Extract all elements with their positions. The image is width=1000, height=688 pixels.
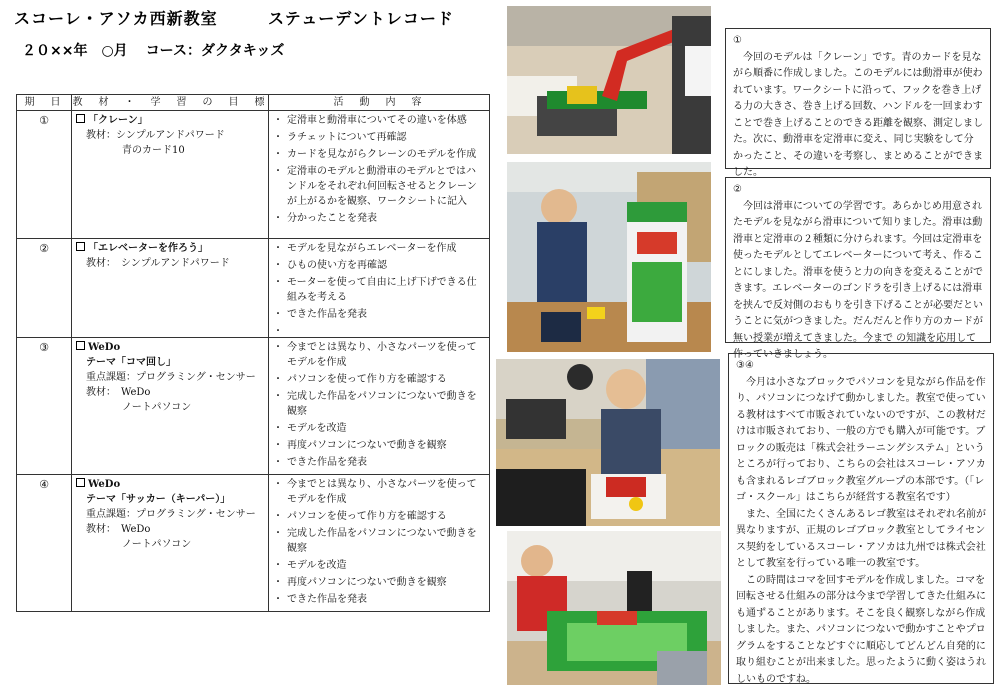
material-line: ノートパソコン <box>76 537 264 552</box>
activity-cell <box>269 475 490 612</box>
table-row <box>17 111 490 239</box>
school-name: スコーレ・アソカ西新教室 <box>14 6 218 29</box>
activity-item: ・ できた作品を発表 <box>273 592 485 607</box>
material-line: 教材： WeDo <box>76 522 264 537</box>
note-session-1 <box>725 28 991 169</box>
material-cell <box>72 111 269 239</box>
photo-wedo-soccer <box>507 531 721 685</box>
session-number: ③ <box>17 338 72 475</box>
material-title: WeDo <box>76 477 264 492</box>
date-course-line <box>22 40 284 60</box>
activity-item: ・ モデルを改造 <box>273 421 485 436</box>
material-line: ノートパソコン <box>76 400 264 415</box>
note-session-3-4 <box>728 353 994 684</box>
note-label: ① <box>733 33 983 50</box>
material-line: テーマ「サッカー（キーパー）」 <box>76 492 264 507</box>
session-number: ② <box>17 239 72 338</box>
report-date: ２０××年 ○月 <box>22 43 128 59</box>
activity-item: ・ 完成した作品をパソコンにつないで動きを観察 <box>273 389 485 419</box>
activity-item: ・ 今までとは異なり、小さなパーツを使ってモデルを作成 <box>273 477 485 507</box>
session-number: ① <box>17 111 72 239</box>
activity-item: ・ モーターを使って自由に上げ下げできる仕組みを考える <box>273 275 485 305</box>
activity-item: ・ ラチェットについて再確認 <box>273 130 485 145</box>
activity-item: ・ 定滑車と動滑車についてその違いを体感 <box>273 113 485 128</box>
photo-crane-model <box>507 6 711 154</box>
activity-item: ・ 完成した作品をパソコンにつないで動きを観察 <box>273 526 485 556</box>
header-material-goal: 教 材 ・ 学 習 の 目 標 <box>72 95 269 111</box>
material-line: 重点課題：プログラミング・センサー <box>76 370 264 385</box>
activity-cell <box>269 111 490 239</box>
note-paragraph: 今回のモデルは「クレーン」です。青のカードを見ながら順番に作成しました。このモデルには動滑車が使われています。ワークシートに沿って、フックを巻き上げる力の大きさ、巻き上げる回数、ハンドルを一回まわすことで巻き上げることのできる距離を観察、測定しました。次に、動滑車を定滑車に変え、同じ実験をして分かったこと、その違いを考察し、まとめることができました。 <box>733 50 983 182</box>
material-cell <box>72 475 269 612</box>
material-line: 教材： シンプルアンドパワード <box>76 256 264 271</box>
table-row <box>17 239 490 338</box>
table-row <box>17 475 490 612</box>
activity-item: ・ 定滑車のモデルと動滑車のモデルとではハンドルをそれぞれ何回転させるとクレーンが上がるかを観察、ワークシートに記入 <box>273 164 485 209</box>
note-paragraph: この時間はコマを回すモデルを作成しました。コマを回転させる仕組みの部分は今まで学習してきた仕組みにも通ずることがあります。そこを良く観察しながら作成しました。また、パソコンにつないで動かすことやプログラムをすることなどすぐに順応してどんどん自発的に取り組むことが出来ました。思ったように動く姿はうれしいものですね。 <box>736 573 986 688</box>
note-session-2 <box>725 177 991 343</box>
material-title: WeDo <box>76 340 264 355</box>
session-number: ④ <box>17 475 72 612</box>
photo-elevator-boy <box>507 162 711 352</box>
note-paragraph: また、全国にたくさんあるレゴ教室はそれぞれ名前が異なりますが、正規のレゴブロック教室としてライセンス契約をしているスコーレ・アソカは九州では株式会社として教室を行っている唯一の教室です。 <box>736 507 986 573</box>
note-label: ③④ <box>736 358 986 375</box>
header-date: 期 日 <box>17 95 72 111</box>
checkbox-icon <box>76 242 85 251</box>
material-title: 「エレベーターを作ろう」 <box>76 241 264 256</box>
schedule-table <box>16 94 490 612</box>
report-title: ステューデントレコード <box>268 6 454 29</box>
header-activity: 活 動 内 容 <box>269 95 490 111</box>
material-cell <box>72 338 269 475</box>
activity-item: ・ モデルを改造 <box>273 558 485 573</box>
material-line: テーマ「コマ回し」 <box>76 355 264 370</box>
activity-cell <box>269 338 490 475</box>
activity-item: ・ ひもの使い方を再確認 <box>273 258 485 273</box>
activity-item: ・ パソコンを使って作り方を確認する <box>273 509 485 524</box>
note-label: ② <box>733 182 983 199</box>
photo-wedo-laptop <box>496 359 720 526</box>
material-line: 青のカード10 <box>76 143 264 158</box>
activity-item: ・ できた作品を発表 <box>273 307 485 322</box>
activity-item: ・ できた作品を発表 <box>273 455 485 470</box>
course-name: コース：ダクタキッズ <box>146 43 285 59</box>
activity-item: ・ カードを見ながらクレーンのモデルを作成 <box>273 147 485 162</box>
activity-item: ・ 分かったことを発表 <box>273 211 485 226</box>
table-header-row <box>17 95 490 111</box>
checkbox-icon <box>76 478 85 487</box>
material-line: 重点課題：プログラミング・センサー <box>76 507 264 522</box>
activity-item: ・ モデルを見ながらエレベーターを作成 <box>273 241 485 256</box>
activity-item: ・ 今までとは異なり、小さなパーツを使ってモデルを作成 <box>273 340 485 370</box>
material-line: 教材：シンプルアンドパワード <box>76 128 264 143</box>
material-line: 教材： WeDo <box>76 385 264 400</box>
note-paragraph: 今月は小さなブロックでパソコンを見ながら作品を作り、パソコンにつなげて動かしました。教室で使っている教材はすべて市販されていないのですが、この教材だけは市販されており、一般の方でも購入が可能です。ブロックの販売は「株式会社ラーニングシステム」というところが行っており、こちらの会社はスコーレ・アソカも含まれるレゴブロック教室グループの本部です。（「レゴ・スクール」はこちらが経営する教室名です） <box>736 375 986 507</box>
material-title: 「クレーン」 <box>76 113 264 128</box>
checkbox-icon <box>76 341 85 350</box>
checkbox-icon <box>76 114 85 123</box>
activity-cell <box>269 239 490 338</box>
activity-item: ・ 再度パソコンにつないで動きを観察 <box>273 438 485 453</box>
material-cell <box>72 239 269 338</box>
note-paragraph: 今回は滑車についての学習です。あらかじめ用意されたモデルを見ながら滑車について知りました。滑車は動滑車と定滑車の２種類に分けられます。今回は定滑車を使ったモデルとしてエレベーターについて考え、作ることにしました。滑車を使うと力の向きを変えることができます。エレベーターのゴンドラを引き上げるには滑車を挟んで反対側のおもりを引き下げることが必要だということに気がつきました。だんだんと作り方のカードが無い授業が増えてきました。今まで の知識を応用して作っていきましょう。 <box>733 199 983 364</box>
activity-item: ・ パソコンを使って作り方を確認する <box>273 372 485 387</box>
table-row <box>17 338 490 475</box>
activity-item: ・ 再度パソコンにつないで動きを観察 <box>273 575 485 590</box>
